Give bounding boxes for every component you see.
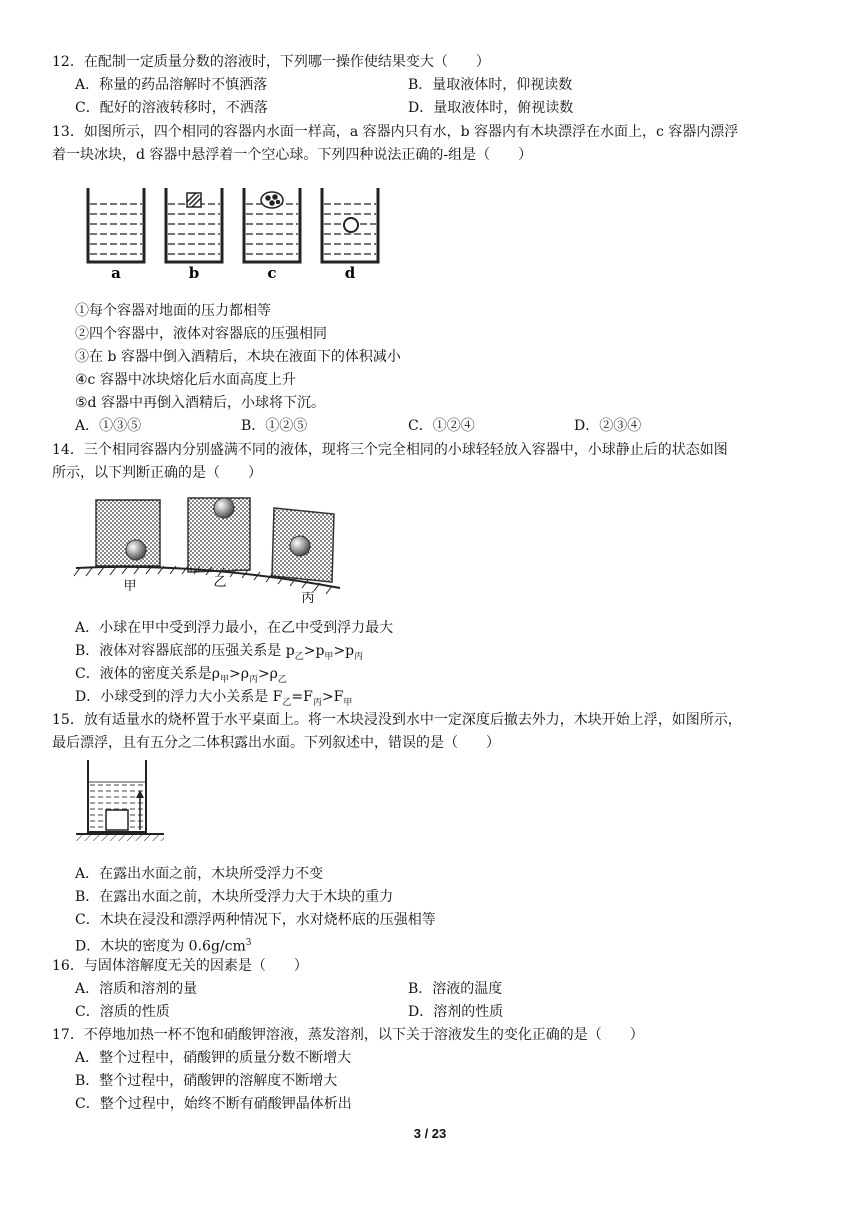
q15-option-b: B．在露出水面之前，木块所受浮力大于木块的重力 [75, 889, 394, 905]
q12-option-d: D．量取液体时，俯视读数 [408, 100, 574, 116]
q14-stem-line1: 14．三个相同容器内分别盛满不同的液体，现将三个完全相同的小球轻轻放入容器中，小球静止后的状态如图 [52, 442, 728, 458]
q14-option-a: A．小球在甲中受到浮力最小，在乙中受到浮力最大 [75, 620, 394, 636]
q13-statement-1: ①每个容器对地面的压力都相等 [75, 303, 271, 319]
q15-option-a: A．在露出水面之前，木块所受浮力不变 [75, 866, 324, 882]
hollow-ball [344, 218, 358, 232]
q12-option-c: C．配好的溶液转移时，不洒落 [75, 100, 268, 116]
q13-stem-line2: 着一块冰块，d 容器中悬浮着一个空心球。下列四种说法正确的-组是（ ） [52, 147, 533, 163]
q17-option-a: A．整个过程中，硝酸钾的质量分数不断增大 [75, 1050, 352, 1066]
q12-option-a: A．称量的药品溶解时不慎洒落 [75, 77, 268, 93]
q16-option-a: A．溶质和溶剂的量 [75, 981, 198, 997]
q13-statement-5: ⑤d 容器中再倒入酒精后，小球将下沉。 [75, 395, 325, 411]
label-b: b [188, 264, 200, 282]
wood-block [106, 810, 128, 830]
label-bing: 丙 [301, 591, 315, 606]
ball-yi [214, 498, 234, 518]
ball-bing [290, 536, 310, 556]
q13-option-c: C．①②④ [408, 418, 475, 434]
q13-stem-line1: 13．如图所示，四个相同的容器内水面一样高，a 容器内只有水，b 容器内有木块漂浮在水面上，c 容器内漂浮 [52, 124, 739, 140]
q13-option-b: B．①②⑤ [241, 418, 308, 434]
label-a: a [111, 264, 121, 282]
q13-statement-3: ③在 b 容器中倒入酒精后，木块在液面下的体积减小 [75, 349, 401, 365]
q13-statement-2: ②四个容器中，液体对容器底的压强相同 [75, 326, 327, 342]
wood-block [187, 193, 201, 207]
q14-containers-figure [70, 490, 360, 610]
label-c: c [267, 264, 277, 282]
label-d: d [344, 264, 356, 282]
q16-stem: 16．与固体溶解度无关的因素是（ ） [52, 958, 308, 974]
q13-option-d: D．②③④ [574, 418, 642, 434]
q14-option-c: C．液体的密度关系是$\rho_甲>\rho_丙>\rho_乙$ [75, 666, 287, 685]
q12-option-b: B．量取液体时，仰视读数 [408, 77, 573, 93]
q14-option-d: D．小球受到的浮力大小关系是 $F_乙=F_丙>F_甲$ [75, 689, 353, 708]
q13-statement-4: ④c 容器中冰块熔化后水面高度上升 [75, 372, 296, 388]
q14-option-b: B．液体对容器底部的压强关系是 $p_乙>p_甲>p_丙$ [75, 643, 364, 662]
q17-option-c: C．整个过程中，始终不断有硝酸钾晶体析出 [75, 1096, 352, 1112]
label-jia: 甲 [123, 579, 137, 594]
q15-option-c: C．木块在浸没和漂浮两种情况下，水对烧杯底的压强相等 [75, 912, 436, 928]
label-yi: 乙 [213, 575, 227, 590]
q16-option-b: B．溶液的温度 [408, 981, 503, 997]
q17-option-b: B．整个过程中，硝酸钾的溶解度不断增大 [75, 1073, 338, 1089]
q15-beaker-figure [74, 758, 184, 850]
q12-stem: 12．在配制一定质量分数的溶液时，下列哪一操作使结果变大（ ） [52, 54, 490, 70]
ball-jia [126, 540, 146, 560]
page-number: 3 / 23 [413, 1126, 447, 1141]
q15-option-d: D．木块的密度为 $0.6g/cm^3$ [75, 938, 252, 955]
q14-stem-line2: 所示，以下判断正确的是（ ） [52, 465, 262, 481]
q16-option-c: C．溶质的性质 [75, 1004, 170, 1020]
q16-option-d: D．溶剂的性质 [408, 1004, 504, 1020]
q15-stem-line1: 15．放有适量水的烧杯置于水平桌面上。将一木块浸没到水中一定深度后撤去外力，木块开始上浮，如图所示， [52, 712, 742, 728]
ice-block [261, 192, 283, 208]
q15-stem-line2: 最后漂浮，且有五分之二体积露出水面。下列叙述中，错误的是（ ） [52, 735, 500, 751]
q13-option-a: A．①③⑤ [75, 418, 142, 434]
q17-stem: 17．不停地加热一杯不饱和硝酸钾溶液，蒸发溶剂，以下关于溶液发生的变化正确的是（ ） [52, 1027, 644, 1043]
q13-containers-figure [80, 180, 400, 285]
